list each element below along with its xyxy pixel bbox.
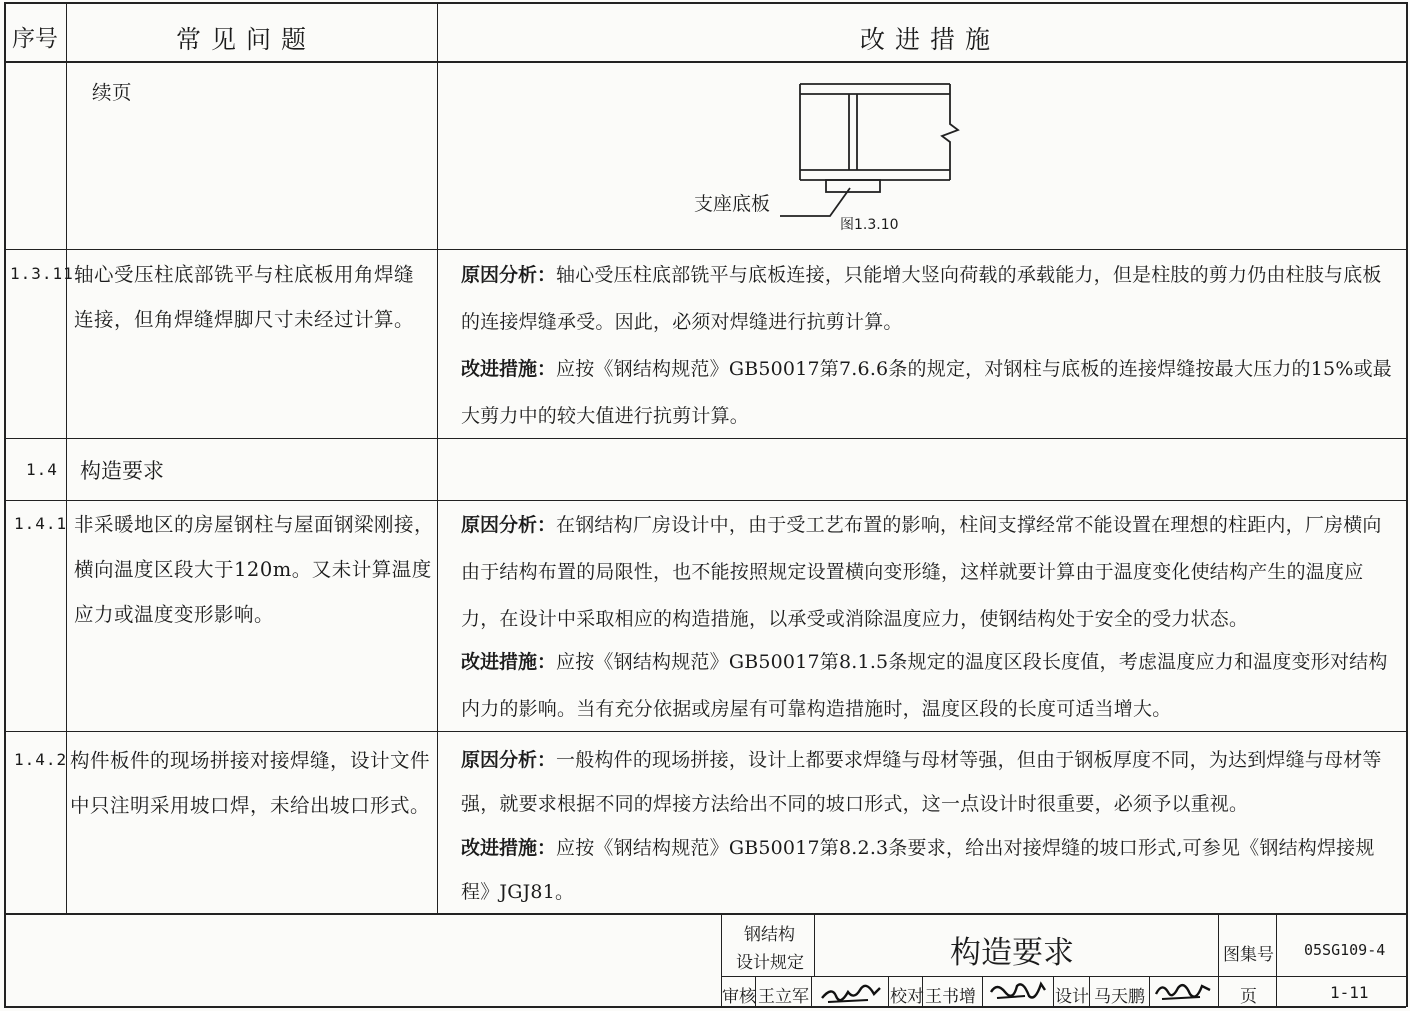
design-label: 设计 [1055,987,1089,1007]
designer-signature [1152,978,1216,1004]
problem-text: 轴心受压柱底部铣平与柱底板用角焊缝连接，但角焊缝焊脚尺寸未经过计算。 [74,263,415,331]
category-line2: 设计规定 [736,953,804,973]
row-number: 1.4.2 [14,750,68,769]
problem-text: 构件板件的现场拼接对接焊缝，设计文件中只注明采用坡口焊，未给出坡口形式。 [70,749,431,817]
review-label: 审核 [722,987,756,1007]
measure-label: 改进措施： [461,358,557,380]
atlas-label: 图集号 [1223,945,1274,965]
analysis-text: 轴心受压柱底部铣平与底板连接，只能增大竖向荷载的承载能力，但是柱肢的剪力仍由柱肢与底板的连接焊缝承受。因此，必须对焊缝进行抗剪计算。 [461,264,1382,333]
header-measure: 改进措施 [860,25,1001,54]
measure-text: 应按《钢结构规范》GB50017第8.1.5条规定的温度区段长度值，考虑温度应力和温度变形对结构内力的影响。当有充分依据或房屋有可靠构造措施时，温度区段的长度可适当增大。 [461,651,1388,720]
measure-cell [461,738,1399,914]
sheet-title: 构造要求 [950,935,1074,971]
check-label: 校对 [890,987,924,1007]
support-plate-figure [680,72,980,242]
checker-name: 王书增 [925,987,976,1007]
analysis-label: 原因分析： [461,749,557,771]
continued-label: 续页 [92,81,133,104]
figure-caption: 图1.3.10 [840,217,899,233]
category-line1: 钢结构 [744,925,795,945]
measure-label: 改进措施： [461,837,557,859]
analysis-label: 原因分析： [461,264,557,286]
figure-label: 支座底板 [694,193,771,215]
page-label: 页 [1240,987,1257,1007]
row-number: 1.3.11 [10,264,74,283]
measure-text: 应按《钢结构规范》GB50017第7.6.6条的规定，对钢柱与底板的连接焊缝按最大压力的15%或最大剪力中的较大值进行抗剪计算。 [461,358,1392,427]
atlas-number: 05SG109-4 [1304,941,1386,959]
analysis-text: 在钢结构厂房设计中，由于受工艺布置的影响，柱间支撑经常不能设置在理想的柱距内，厂房横向由于结构布置的局限性，也不能按照规定设置横向变形缝，这样就要计算由于温度变化使结构产生的温度应力，在设计中采取相应的构造措施，以承受或消除温度应力，使钢结构处于安全的受力状态。 [461,514,1382,630]
checker-signature [985,978,1051,1004]
analysis-text: 一般构件的现场拼接，设计上都要求焊缝与母材等强，但由于钢板厚度不同，为达到焊缝与母材等强，就要求根据不同的焊接方法给出不同的坡口形式，这一点设计时很重要，必须予以重视。 [461,749,1382,815]
analysis-label: 原因分析： [461,514,557,536]
row-number: 1.4.1 [14,514,68,533]
measure-cell [461,252,1399,440]
section-title: 构造要求 [80,459,164,483]
section-number: 1.4 [26,460,58,479]
reviewer-name: 王立军 [758,987,809,1007]
designer-name: 马天鹏 [1094,987,1145,1007]
measure-text: 应按《钢结构规范》GB50017第8.2.3条要求，给出对接焊缝的坡口形式,可参见《钢结构焊接规程》JGJ81。 [461,837,1375,903]
header-problem: 常见问题 [176,25,317,54]
page-number: 1-11 [1330,983,1369,1002]
measure-label: 改进措施： [461,651,557,673]
problem-text: 非采暖地区的房屋钢柱与屋面钢梁刚接，横向温度区段大于120m。又未计算温度应力或温度变形影响。 [74,513,435,626]
header-serial: 序号 [12,26,58,52]
reviewer-signature [818,980,884,1004]
measure-cell [461,502,1399,733]
